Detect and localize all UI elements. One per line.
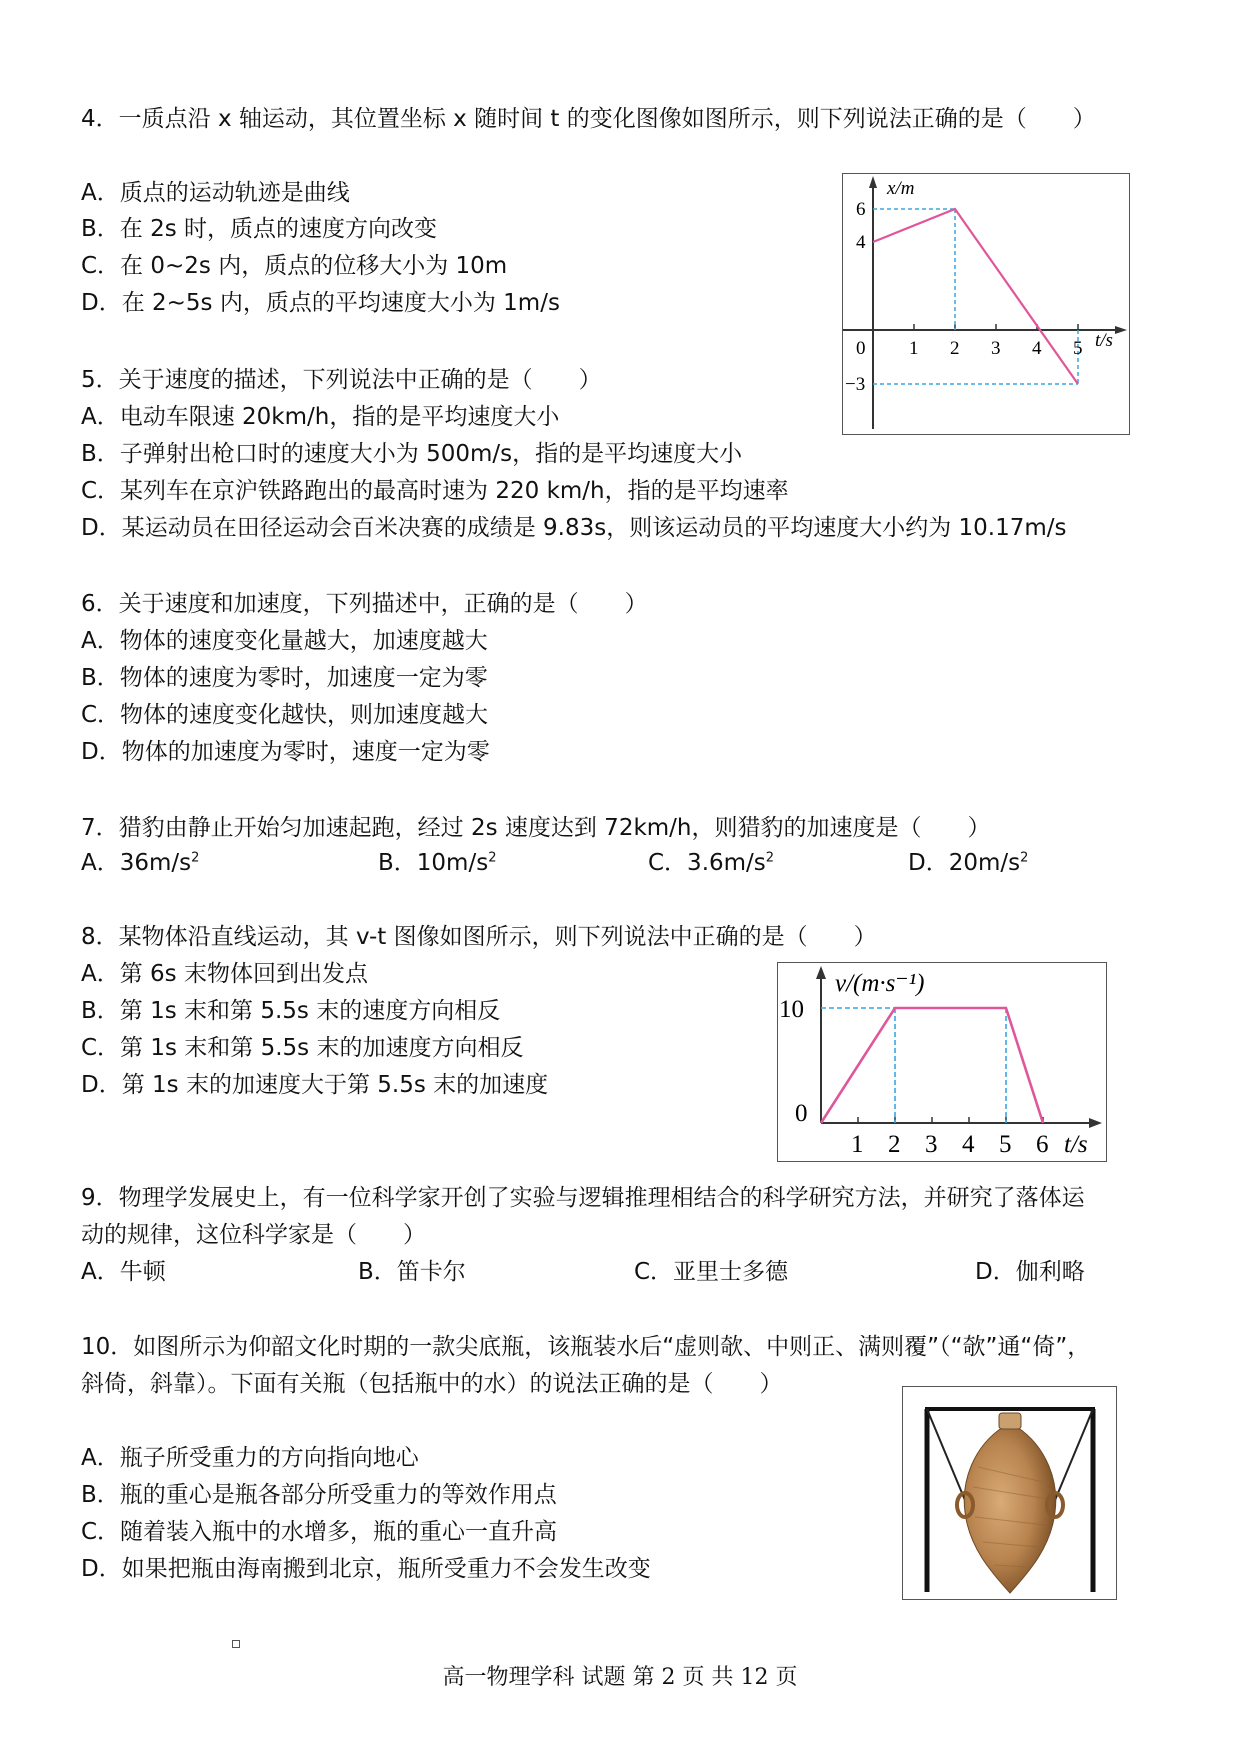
q6-option-a: A．物体的速度变化量越大，加速度越大 (81, 628, 488, 654)
q8-option-a: A．第 6s 末物体回到出发点 (81, 961, 368, 987)
vt-y-arrow (816, 966, 826, 979)
q4-option-a: A．质点的运动轨迹是曲线 (81, 180, 350, 206)
xt-y-tick-minus3: −3 (845, 374, 866, 395)
q5-stem: 5．关于速度的描述，下列说法中正确的是（ ） (81, 367, 602, 393)
q10-stem-line1: 10．如图所示为仰韶文化时期的一款尖底瓶，该瓶装水后“虚则欹、中则正、满则覆”（“欹”通“倚”， (81, 1334, 1091, 1360)
xt-y-axis-label: x/m (887, 178, 915, 199)
q10-option-b: B．瓶的重心是瓶各部分所受重力的等效作用点 (81, 1482, 557, 1508)
vt-y-axis-label: v/(m·s⁻¹) (835, 970, 925, 997)
q9-stem-line2: 动的规律，这位科学家是（ ） (81, 1222, 426, 1248)
xt-y-tick-4: 4 (856, 232, 866, 253)
page-marker (232, 1640, 240, 1648)
bottle-figure (902, 1386, 1117, 1600)
q7-option-a: A．$36m/s^2$ (81, 850, 200, 876)
xt-y-tick-6: 6 (856, 199, 866, 220)
xt-x-tick-5: 5 (1073, 338, 1083, 359)
vt-y-tick-10: 10 (779, 996, 804, 1023)
q5-option-b: B．子弹射出枪口时的速度大小为 500m/s，指的是平均速度大小 (81, 441, 743, 467)
q7-option-c: C．$3.6m/s^2$ (648, 850, 775, 876)
xt-origin-label: 0 (856, 338, 866, 359)
xt-data-line (873, 209, 1078, 384)
page-footer: 高一物理学科 试题 第 2 页 共 12 页 (442, 1665, 798, 1690)
q9-stem-line1: 9．物理学发展史上，有一位科学家开创了实验与逻辑推理相结合的科学研究方法，并研究了落体运 (81, 1185, 1085, 1211)
q8-option-b: B．第 1s 末和第 5.5s 末的速度方向相反 (81, 998, 501, 1024)
q6-option-b: B．物体的速度为零时，加速度一定为零 (81, 665, 488, 691)
q10-option-c: C．随着装入瓶中的水增多，瓶的重心一直升高 (81, 1519, 558, 1545)
q10-stem-line2: 斜倚，斜靠）。下面有关瓶（包括瓶中的水）的说法正确的是（ ） (81, 1371, 783, 1397)
xt-graph (843, 174, 1128, 433)
q6-option-d: D．物体的加速度为零时，速度一定为零 (81, 739, 490, 765)
q7-stem: 7．猎豹由静止开始匀加速起跑，经过 2s 速度达到 72km/h，则猎豹的加速度是（ ） (81, 815, 991, 841)
xt-x-tick-1: 1 (909, 338, 919, 359)
xt-x-tick-4: 4 (1032, 338, 1042, 359)
q8-option-d: D．第 1s 末的加速度大于第 5.5s 末的加速度 (81, 1072, 549, 1098)
vt-x-arrow (1089, 1118, 1102, 1128)
q7-option-d: D．$20m/s^2$ (908, 850, 1029, 876)
xt-x-tick-2: 2 (950, 338, 960, 359)
vt-x-tick-4: 4 (962, 1131, 975, 1158)
q4-option-b: B．在 2s 时，质点的速度方向改变 (81, 216, 438, 242)
vt-x-tick-6: 6 (1036, 1131, 1049, 1158)
vt-x-tick-3: 3 (925, 1131, 938, 1158)
xt-graph-figure (842, 173, 1130, 435)
vt-data-line (821, 1008, 1043, 1123)
xt-x-tick-3: 3 (991, 338, 1001, 359)
vt-graph (778, 963, 1105, 1160)
q5-option-c: C．某列车在京沪铁路跑出的最高时速为 220 km/h，指的是平均速率 (81, 478, 789, 504)
vt-origin-label: 0 (795, 1100, 808, 1127)
q9-option-d: D．伽利略 (975, 1259, 1085, 1285)
q4-stem: 4．一质点沿 x 轴运动，其位置坐标 x 随时间 t 的变化图像如图所示，则下列说法正确的是（ ） (81, 106, 1096, 132)
q9-option-b: B．笛卡尔 (358, 1259, 466, 1285)
vt-x-axis-label: t/s (1064, 1131, 1088, 1158)
q6-stem: 6．关于速度和加速度，下列描述中，正确的是（ ） (81, 591, 648, 617)
xt-x-arrow (1115, 326, 1127, 334)
q5-option-a: A．电动车限速 20km/h，指的是平均速度大小 (81, 404, 560, 430)
q6-option-c: C．物体的速度变化越快，则加速度越大 (81, 702, 489, 728)
q4-option-c: C．在 0~2s 内，质点的位移大小为 10m (81, 253, 508, 279)
vt-x-tick-5: 5 (999, 1131, 1012, 1158)
vt-x-tick-1: 1 (851, 1131, 864, 1158)
q9-option-a: A．牛顿 (81, 1259, 166, 1285)
q10-option-d: D．如果把瓶由海南搬到北京，瓶所受重力不会发生改变 (81, 1556, 651, 1582)
vt-graph-figure (777, 962, 1107, 1162)
q8-option-c: C．第 1s 末和第 5.5s 末的加速度方向相反 (81, 1035, 524, 1061)
q9-option-c: C．亚里士多德 (634, 1259, 789, 1285)
q8-stem: 8．某物体沿直线运动，其 v-t 图像如图所示，则下列说法中正确的是（ ） (81, 924, 877, 950)
bottle-image (903, 1387, 1115, 1598)
q5-option-d: D．某运动员在田径运动会百米决赛的成绩是 9.83s，则该运动员的平均速度大小约为 10.17m/s (81, 515, 1067, 541)
vt-x-tick-2: 2 (888, 1131, 901, 1158)
q4-option-d: D．在 2~5s 内，质点的平均速度大小为 1m/s (81, 290, 560, 316)
xt-x-axis-label: t/s (1095, 330, 1113, 351)
q10-option-a: A．瓶子所受重力的方向指向地心 (81, 1445, 419, 1471)
xt-y-arrow (869, 176, 877, 188)
q7-option-b: B．$10m/s^2$ (378, 850, 497, 876)
